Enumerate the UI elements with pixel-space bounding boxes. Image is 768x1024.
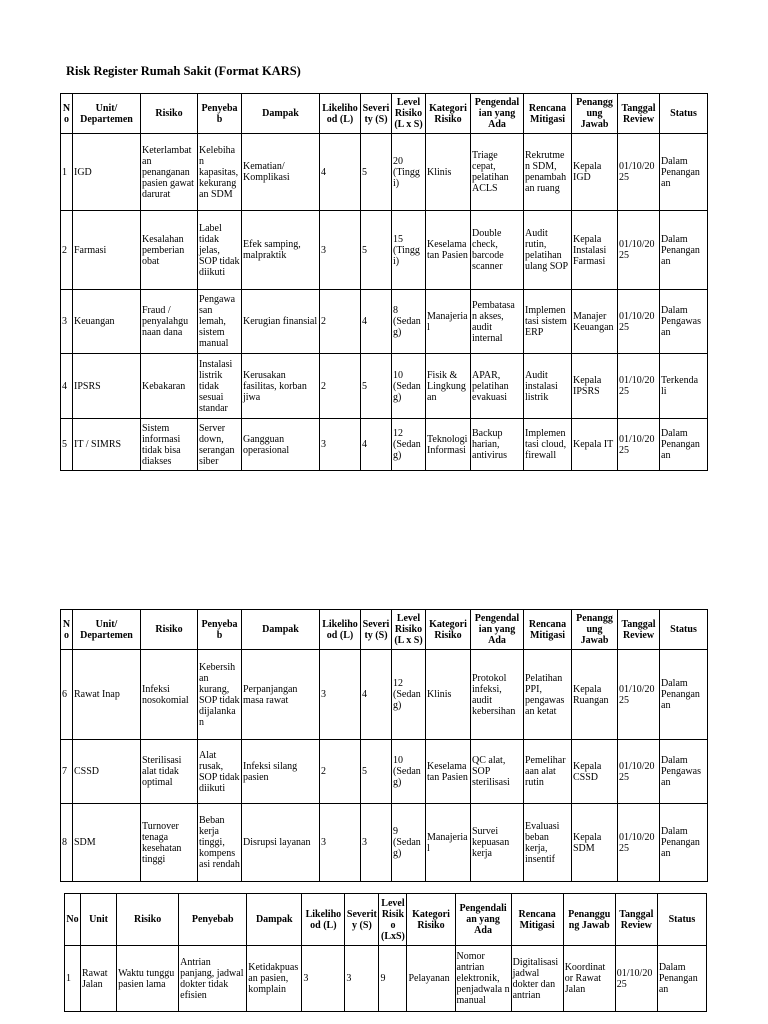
cell-tanggal-review: 01/10/20 25 bbox=[618, 804, 660, 882]
cell-pengendalian: Survei kepuasan kerja bbox=[471, 804, 524, 882]
column-header: Unit/ Departemen bbox=[73, 94, 141, 134]
column-header: Dampak bbox=[242, 610, 320, 650]
table-header-row bbox=[61, 610, 708, 650]
cell-penanggung-jawab: Kepala IT bbox=[572, 419, 618, 471]
cell-tanggal-review: 01/10/20 25 bbox=[618, 134, 660, 211]
risk-register-table-1 bbox=[60, 93, 708, 471]
cell-level-risiko: 9 bbox=[379, 946, 407, 1012]
cell-level-risiko: 10 (Sedan g) bbox=[392, 354, 426, 419]
cell-tanggal-review: 01/10/20 25 bbox=[618, 290, 660, 354]
cell-kategori: Keselama tan Pasien bbox=[426, 740, 471, 804]
risk-register-table-2 bbox=[60, 609, 708, 882]
table-row bbox=[61, 740, 708, 804]
column-header: N o bbox=[61, 610, 73, 650]
cell-likelihood: 3 bbox=[320, 804, 361, 882]
column-header: Likeliho od (L) bbox=[320, 610, 361, 650]
cell-penanggung-jawab: Manajer Keuangan bbox=[572, 290, 618, 354]
column-header: Penanggu ng Jawab bbox=[563, 894, 615, 946]
cell-severity: 4 bbox=[361, 650, 392, 740]
cell-severity: 5 bbox=[361, 354, 392, 419]
cell-tanggal-review: 01/10/20 25 bbox=[618, 650, 660, 740]
column-header: Likeliho od (L) bbox=[302, 894, 345, 946]
cell-no: 2 bbox=[61, 211, 73, 290]
column-header: Rencana Mitigasi bbox=[511, 894, 563, 946]
cell-penyebab: Beban kerja tinggi, kompens asi rendah bbox=[198, 804, 242, 882]
column-header: Dampak bbox=[242, 94, 320, 134]
column-header: Severi ty (S) bbox=[361, 610, 392, 650]
cell-likelihood: 4 bbox=[320, 134, 361, 211]
cell-unit: IGD bbox=[73, 134, 141, 211]
cell-no: 4 bbox=[61, 354, 73, 419]
table-row bbox=[61, 211, 708, 290]
cell-kategori: Keselama tan Pasien bbox=[426, 211, 471, 290]
column-header: Pengendali an yang Ada bbox=[455, 894, 511, 946]
column-header: Rencana Mitigasi bbox=[524, 94, 572, 134]
cell-unit: IT / SIMRS bbox=[73, 419, 141, 471]
column-header: Pengendal ian yang Ada bbox=[471, 94, 524, 134]
cell-pengendalian: Pembatasa n akses, audit internal bbox=[471, 290, 524, 354]
column-header: Penyeba b bbox=[198, 94, 242, 134]
table-row bbox=[65, 946, 707, 1012]
cell-tanggal-review: 01/10/20 25 bbox=[618, 740, 660, 804]
cell-kategori: Manajeria l bbox=[426, 290, 471, 354]
cell-penyebab: Kebersih an kurang, SOP tidak dijalanka n bbox=[198, 650, 242, 740]
column-header: Unit bbox=[81, 894, 117, 946]
cell-level-risiko: 8 (Sedan g) bbox=[392, 290, 426, 354]
column-header: Status bbox=[660, 94, 708, 134]
table-row bbox=[61, 290, 708, 354]
cell-penyebab: Pengawa san lemah, sistem manual bbox=[198, 290, 242, 354]
column-header: Status bbox=[660, 610, 708, 650]
cell-no: 7 bbox=[61, 740, 73, 804]
cell-status: Dalam Penangan an bbox=[660, 804, 708, 882]
cell-risiko: Kesalahan pemberian obat bbox=[141, 211, 198, 290]
cell-severity: 5 bbox=[361, 211, 392, 290]
cell-status: Dalam Penangan an bbox=[660, 650, 708, 740]
cell-no: 1 bbox=[61, 134, 73, 211]
cell-dampak: Kerusakan fasilitas, korban jiwa bbox=[242, 354, 320, 419]
cell-pengendalian: Double check, barcode scanner bbox=[471, 211, 524, 290]
column-header: Level Risiko (L x S) bbox=[392, 610, 426, 650]
cell-mitigasi: Pelatihan PPI, pengawas an ketat bbox=[524, 650, 572, 740]
table-row bbox=[61, 804, 708, 882]
cell-likelihood: 2 bbox=[320, 290, 361, 354]
cell-status: Dalam Pengawas an bbox=[660, 740, 708, 804]
cell-no: 5 bbox=[61, 419, 73, 471]
cell-unit: Rawat Inap bbox=[73, 650, 141, 740]
cell-severity: 5 bbox=[361, 134, 392, 211]
cell-penanggung-jawab: Koordinat or Rawat Jalan bbox=[563, 946, 615, 1012]
cell-risiko: Kebakaran bbox=[141, 354, 198, 419]
cell-no: 3 bbox=[61, 290, 73, 354]
cell-likelihood: 2 bbox=[320, 740, 361, 804]
cell-penanggung-jawab: Kepala IGD bbox=[572, 134, 618, 211]
cell-level-risiko: 12 (Sedan g) bbox=[392, 650, 426, 740]
column-header: Severit y (S) bbox=[345, 894, 379, 946]
cell-mitigasi: Implemen tasi sistem ERP bbox=[524, 290, 572, 354]
column-header: No bbox=[65, 894, 81, 946]
cell-kategori: Klinis bbox=[426, 134, 471, 211]
cell-penyebab: Label tidak jelas, SOP tidak diikuti bbox=[198, 211, 242, 290]
cell-kategori: Klinis bbox=[426, 650, 471, 740]
cell-risiko: Fraud / penyalahgu naan dana bbox=[141, 290, 198, 354]
cell-tanggal-review: 01/10/20 25 bbox=[615, 946, 657, 1012]
cell-severity: 3 bbox=[345, 946, 379, 1012]
cell-unit: CSSD bbox=[73, 740, 141, 804]
column-header: Dampak bbox=[247, 894, 302, 946]
cell-unit: Farmasi bbox=[73, 211, 141, 290]
risk-register-table-3 bbox=[64, 893, 707, 1012]
cell-pengendalian: Backup harian, antivirus bbox=[471, 419, 524, 471]
column-header: N o bbox=[61, 94, 73, 134]
cell-mitigasi: Implemen tasi cloud, firewall bbox=[524, 419, 572, 471]
cell-unit: IPSRS bbox=[73, 354, 141, 419]
column-header: Risiko bbox=[141, 94, 198, 134]
table-row bbox=[61, 354, 708, 419]
column-header: Tanggal Review bbox=[618, 94, 660, 134]
cell-pengendalian: APAR, pelatihan evakuasi bbox=[471, 354, 524, 419]
cell-mitigasi: Audit rutin, pelatihan ulang SOP bbox=[524, 211, 572, 290]
cell-risiko: Infeksi nosokomial bbox=[141, 650, 198, 740]
cell-mitigasi: Evaluasi beban kerja, insentif bbox=[524, 804, 572, 882]
column-header: Severi ty (S) bbox=[361, 94, 392, 134]
cell-status: Dalam Penangan an bbox=[660, 134, 708, 211]
column-header: Penangg ung Jawab bbox=[572, 610, 618, 650]
column-header: Risiko bbox=[141, 610, 198, 650]
column-header: Risiko bbox=[117, 894, 179, 946]
cell-dampak: Kerugian finansial bbox=[242, 290, 320, 354]
cell-kategori: Pelayanan bbox=[407, 946, 455, 1012]
table-row bbox=[61, 134, 708, 211]
cell-severity: 5 bbox=[361, 740, 392, 804]
column-header: Kategori Risiko bbox=[407, 894, 455, 946]
table-row bbox=[61, 650, 708, 740]
cell-dampak: Perpanjangan masa rawat bbox=[242, 650, 320, 740]
cell-status: Dalam Penangan an bbox=[657, 946, 706, 1012]
cell-kategori: Fisik & Lingkung an bbox=[426, 354, 471, 419]
cell-severity: 3 bbox=[361, 804, 392, 882]
cell-penyebab: Instalasi listrik tidak sesuai standar bbox=[198, 354, 242, 419]
column-header: Tanggal Review bbox=[618, 610, 660, 650]
cell-level-risiko: 15 (Tingg i) bbox=[392, 211, 426, 290]
cell-penanggung-jawab: Kepala Ruangan bbox=[572, 650, 618, 740]
cell-dampak: Efek samping, malpraktik bbox=[242, 211, 320, 290]
cell-severity: 4 bbox=[361, 290, 392, 354]
cell-risiko: Sistem informasi tidak bisa diakses bbox=[141, 419, 198, 471]
column-header: Penyebab bbox=[179, 894, 247, 946]
column-header: Level Risiko (L x S) bbox=[392, 94, 426, 134]
cell-likelihood: 2 bbox=[320, 354, 361, 419]
cell-mitigasi: Rekrutme n SDM, penambah an ruang bbox=[524, 134, 572, 211]
cell-level-risiko: 12 (Sedan g) bbox=[392, 419, 426, 471]
cell-pengendalian: Nomor antrian elektronik, penjadwala n manual bbox=[455, 946, 511, 1012]
column-header: Unit/ Departemen bbox=[73, 610, 141, 650]
cell-penanggung-jawab: Kepala IPSRS bbox=[572, 354, 618, 419]
cell-mitigasi: Audit instalasi listrik bbox=[524, 354, 572, 419]
cell-penanggung-jawab: Kepala Instalasi Farmasi bbox=[572, 211, 618, 290]
cell-likelihood: 3 bbox=[302, 946, 345, 1012]
cell-status: Dalam Pengawas an bbox=[660, 290, 708, 354]
cell-status: Dalam Penangan an bbox=[660, 211, 708, 290]
cell-dampak: Disrupsi layanan bbox=[242, 804, 320, 882]
column-header: Kategori Risiko bbox=[426, 94, 471, 134]
cell-penanggung-jawab: Kepala CSSD bbox=[572, 740, 618, 804]
column-header: Tanggal Review bbox=[615, 894, 657, 946]
cell-unit: Keuangan bbox=[73, 290, 141, 354]
cell-no: 1 bbox=[65, 946, 81, 1012]
cell-dampak: Kematian/ Komplikasi bbox=[242, 134, 320, 211]
cell-unit: SDM bbox=[73, 804, 141, 882]
cell-tanggal-review: 01/10/20 25 bbox=[618, 211, 660, 290]
cell-severity: 4 bbox=[361, 419, 392, 471]
table-row bbox=[61, 419, 708, 471]
cell-status: Dalam Penangan an bbox=[660, 419, 708, 471]
cell-level-risiko: 9 (Sedan g) bbox=[392, 804, 426, 882]
cell-dampak: Gangguan operasional bbox=[242, 419, 320, 471]
cell-risiko: Sterilisasi alat tidak optimal bbox=[141, 740, 198, 804]
cell-level-risiko: 10 (Sedan g) bbox=[392, 740, 426, 804]
cell-mitigasi: Pemelihar aan alat rutin bbox=[524, 740, 572, 804]
cell-no: 6 bbox=[61, 650, 73, 740]
cell-likelihood: 3 bbox=[320, 211, 361, 290]
table-header-row bbox=[65, 894, 707, 946]
cell-tanggal-review: 01/10/20 25 bbox=[618, 419, 660, 471]
column-header: Penyeba b bbox=[198, 610, 242, 650]
cell-penyebab: Alat rusak, SOP tidak diikuti bbox=[198, 740, 242, 804]
column-header: Rencana Mitigasi bbox=[524, 610, 572, 650]
cell-likelihood: 3 bbox=[320, 419, 361, 471]
cell-penyebab: Server down, serangan siber bbox=[198, 419, 242, 471]
cell-risiko: Keterlambat an penanganan pasien gawat darurat bbox=[141, 134, 198, 211]
document-title: Risk Register Rumah Sakit (Format KARS) bbox=[66, 64, 301, 78]
cell-dampak: Infeksi silang pasien bbox=[242, 740, 320, 804]
column-header: Status bbox=[657, 894, 706, 946]
cell-penyebab: Antrian panjang, jadwal dokter tidak efisien bbox=[179, 946, 247, 1012]
cell-no: 8 bbox=[61, 804, 73, 882]
column-header: Likeliho od (L) bbox=[320, 94, 361, 134]
cell-level-risiko: 20 (Tingg i) bbox=[392, 134, 426, 211]
cell-penanggung-jawab: Kepala SDM bbox=[572, 804, 618, 882]
table-header-row bbox=[61, 94, 708, 134]
column-header: Level Risik o (LxS) bbox=[379, 894, 407, 946]
cell-risiko: Waktu tunggu pasien lama bbox=[117, 946, 179, 1012]
cell-mitigasi: Digitalisasi jadwal dokter dan antrian bbox=[511, 946, 563, 1012]
cell-kategori: Manajeria l bbox=[426, 804, 471, 882]
cell-penyebab: Kelebiha n kapasitas, kekurang an SDM bbox=[198, 134, 242, 211]
cell-pengendalian: Triage cepat, pelatihan ACLS bbox=[471, 134, 524, 211]
column-header: Pengendal ian yang Ada bbox=[471, 610, 524, 650]
cell-kategori: Teknologi Informasi bbox=[426, 419, 471, 471]
cell-risiko: Turnover tenaga kesehatan tinggi bbox=[141, 804, 198, 882]
cell-pengendalian: QC alat, SOP sterilisasi bbox=[471, 740, 524, 804]
column-header: Kategori Risiko bbox=[426, 610, 471, 650]
cell-unit: Rawat Jalan bbox=[81, 946, 117, 1012]
column-header: Penangg ung Jawab bbox=[572, 94, 618, 134]
cell-status: Terkenda li bbox=[660, 354, 708, 419]
cell-pengendalian: Protokol infeksi, audit kebersihan bbox=[471, 650, 524, 740]
cell-likelihood: 3 bbox=[320, 650, 361, 740]
cell-tanggal-review: 01/10/20 25 bbox=[618, 354, 660, 419]
cell-dampak: Ketidakpuas an pasien, komplain bbox=[247, 946, 302, 1012]
